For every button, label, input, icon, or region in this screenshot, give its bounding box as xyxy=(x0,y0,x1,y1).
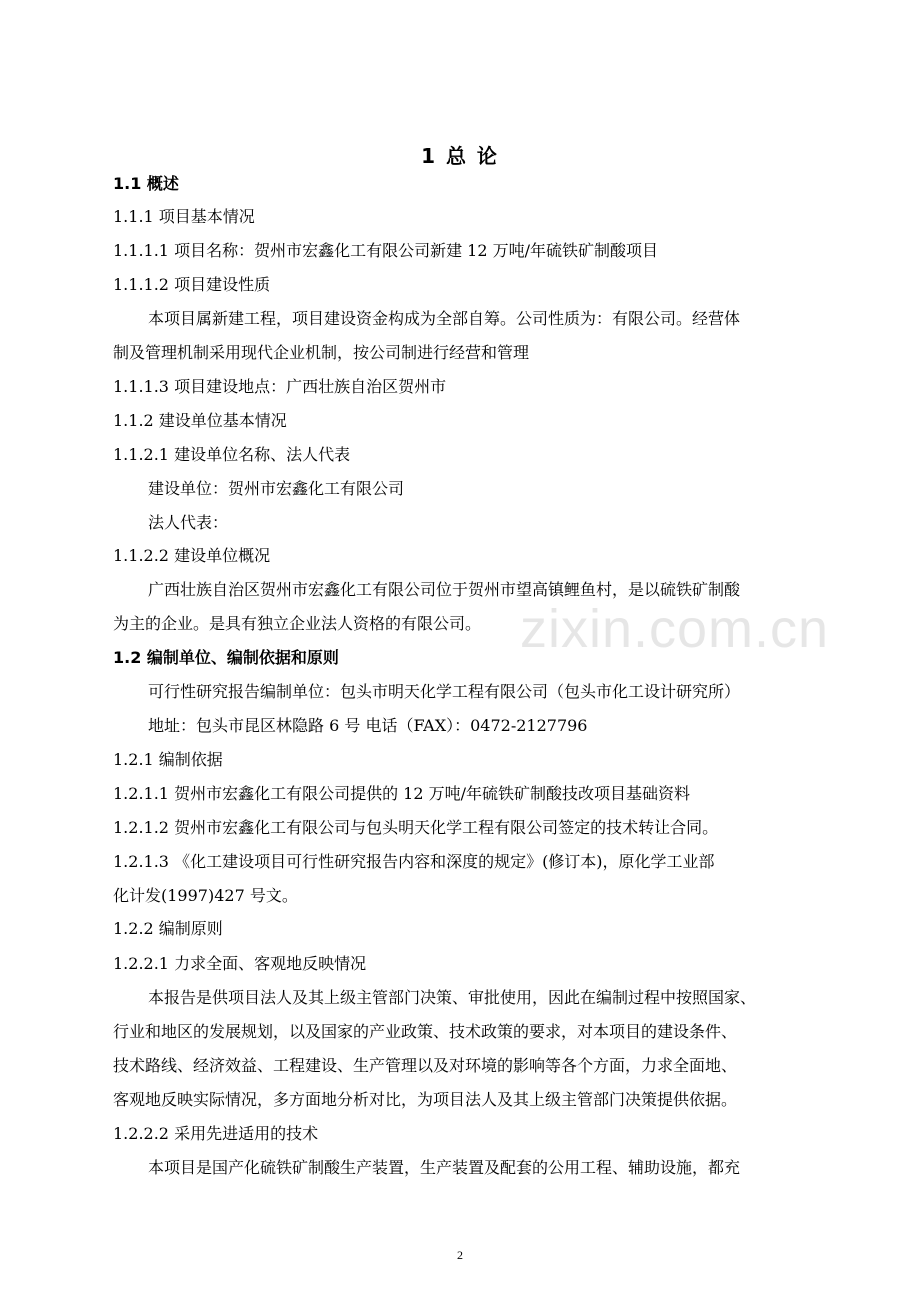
paragraph-line: 可行性研究报告编制单位：包头市明天化学工程有限公司（包头市化工设计研究所） xyxy=(148,682,741,701)
item-line: 1.1.1.3 项目建设地点：广西壮族自治区贺州市 xyxy=(113,377,447,396)
item-line: 1.1.1.2 项目建设性质 xyxy=(113,275,271,294)
subsection-heading: 1.1.2 建设单位基本情况 xyxy=(113,411,287,430)
paragraph-line: 技术路线、经济效益、工程建设、生产管理以及对环境的影响等各个方面，力求全面地、 xyxy=(113,1056,738,1075)
paragraph-line: 客观地反映实际情况，多方面地分析对比，为项目法人及其上级主管部门决策提供依据。 xyxy=(113,1090,738,1109)
paragraph-line: 制及管理机制采用现代企业机制，按公司制进行经营和管理 xyxy=(113,343,530,362)
item-line: 1.1.2.1 建设单位名称、法人代表 xyxy=(113,445,351,464)
paragraph-line: 为主的企业。是具有独立企业法人资格的有限公司。 xyxy=(113,614,482,633)
item-line: 1.2.1.1 贺州市宏鑫化工有限公司提供的 12 万吨/年硫铁矿制酸技改项目基础资料 xyxy=(113,784,690,803)
subsection-heading: 1.2.1 编制依据 xyxy=(113,750,223,769)
paragraph-line: 行业和地区的发展规划，以及国家的产业政策、技术政策的要求，对本项目的建设条件、 xyxy=(113,1022,738,1041)
page-number: 2 xyxy=(457,1248,463,1262)
item-line: 1.2.1.2 贺州市宏鑫化工有限公司与包头明天化学工程有限公司签定的技术转让合同。 xyxy=(113,818,719,837)
item-line: 1.2.1.3 《化工建设项目可行性研究报告内容和深度的规定》(修订本)，原化学工业部 xyxy=(113,852,715,871)
paragraph-line: 建设单位：贺州市宏鑫化工有限公司 xyxy=(148,479,405,498)
section-heading: 1.2 编制单位、编制依据和原则 xyxy=(113,648,339,667)
paragraph-line: 本项目属新建工程，项目建设资金构成为全部自筹。公司性质为：有限公司。经营体 xyxy=(148,309,741,328)
section-heading: 1.1 概述 xyxy=(113,174,179,193)
paragraph-line: 本报告是供项目法人及其上级主管部门决策、审批使用，因此在编制过程中按照国家、 xyxy=(148,988,757,1007)
chapter-title: 1 总 论 xyxy=(421,144,499,168)
paragraph-line: 法人代表： xyxy=(148,513,229,532)
paragraph-line: 本项目是国产化硫铁矿制酸生产装置，生产装置及配套的公用工程、辅助设施，都充 xyxy=(148,1158,741,1177)
item-line: 1.2.2.1 力求全面、客观地反映情况 xyxy=(113,954,367,973)
item-line: 1.1.2.2 建设单位概况 xyxy=(113,546,271,565)
item-line: 1.1.1.1 项目名称：贺州市宏鑫化工有限公司新建 12 万吨/年硫铁矿制酸项目 xyxy=(113,241,658,260)
item-line: 1.2.2.2 采用先进适用的技术 xyxy=(113,1124,319,1143)
paragraph-line: 广西壮族自治区贺州市宏鑫化工有限公司位于贺州市望高镇鲤鱼村，是以硫铁矿制酸 xyxy=(148,580,741,599)
watermark: zixin.com.cn xyxy=(520,599,830,659)
paragraph-line: 化计发(1997)427 号文。 xyxy=(113,886,298,905)
subsection-heading: 1.2.2 编制原则 xyxy=(113,919,223,938)
subsection-heading: 1.1.1 项目基本情况 xyxy=(113,207,255,226)
paragraph-line: 地址：包头市昆区林隐路 6 号 电话（FAX）：0472-2127796 xyxy=(148,716,588,735)
